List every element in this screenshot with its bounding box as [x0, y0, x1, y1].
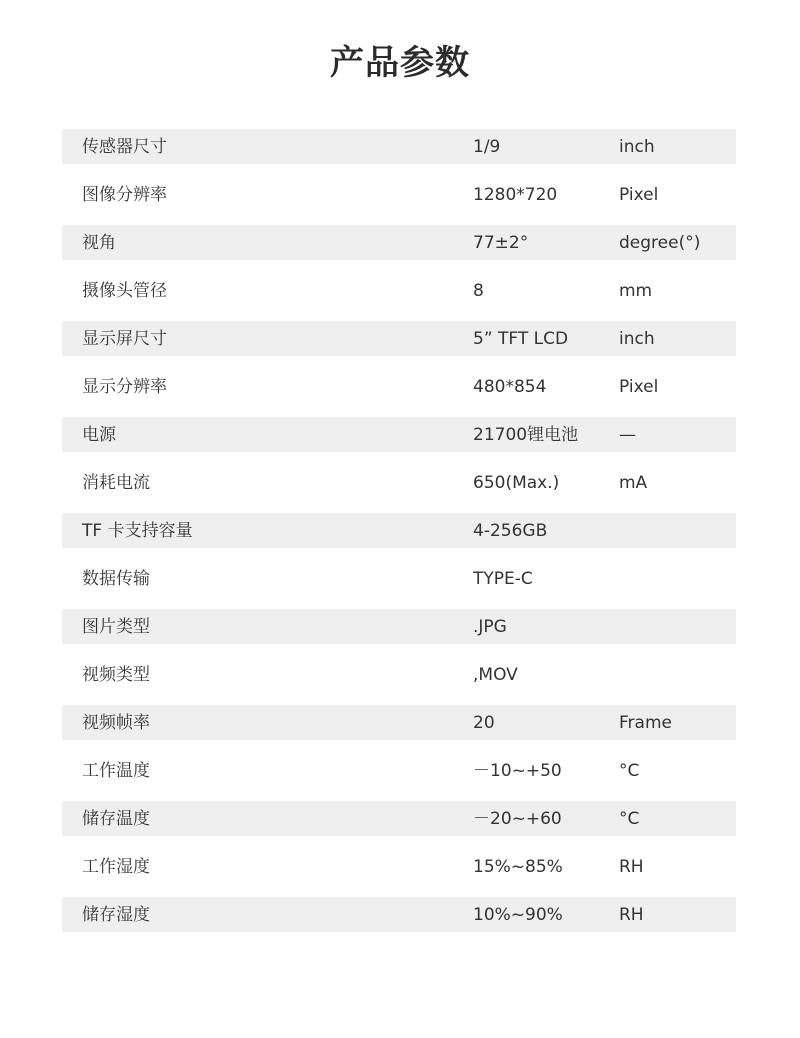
spec-table [62, 129, 736, 945]
spec-value: 650(Max.) [473, 473, 560, 493]
spec-value: －10~+50 [473, 761, 562, 781]
table-row [62, 369, 736, 417]
row-background [62, 609, 736, 644]
table-row [62, 849, 736, 897]
table-row [62, 465, 736, 513]
spec-name: 视角 [82, 233, 116, 253]
table-row [62, 513, 736, 561]
spec-name: 电源 [82, 425, 116, 445]
spec-unit: RH [619, 857, 644, 877]
spec-name: 传感器尺寸 [82, 137, 167, 157]
spec-name: 工作湿度 [82, 857, 150, 877]
spec-value: 10%~90% [473, 905, 563, 925]
table-row [62, 129, 736, 177]
spec-unit: RH [619, 905, 644, 925]
spec-value: 5” TFT LCD [473, 329, 569, 349]
spec-name: 摄像头管径 [82, 281, 167, 301]
spec-value: 4-256GB [473, 521, 548, 541]
spec-unit: °C [619, 761, 640, 781]
spec-value: TYPE-C [473, 569, 533, 589]
spec-value: .JPG [473, 617, 507, 637]
table-row [62, 225, 736, 273]
spec-unit: Pixel [619, 185, 659, 205]
spec-name: 视频类型 [82, 665, 150, 685]
spec-name: 图片类型 [82, 617, 150, 637]
spec-name: 储存湿度 [82, 905, 150, 925]
spec-name: 工作温度 [82, 761, 150, 781]
table-row [62, 801, 736, 849]
spec-name: TF 卡支持容量 [82, 521, 193, 541]
spec-unit: °C [619, 809, 640, 829]
spec-value: －20~+60 [473, 809, 562, 829]
spec-name: 视频帧率 [82, 713, 150, 733]
table-row [62, 897, 736, 945]
spec-value: 21700锂电池 [473, 425, 579, 445]
spec-unit: Frame [619, 713, 672, 733]
spec-unit: Pixel [619, 377, 659, 397]
spec-name: 显示屏尺寸 [82, 329, 167, 349]
table-row [62, 705, 736, 753]
row-background [62, 561, 736, 596]
spec-value: 20 [473, 713, 495, 733]
spec-unit: mm [619, 281, 653, 301]
table-row [62, 321, 736, 369]
spec-unit: mA [619, 473, 648, 493]
spec-name: 图像分辨率 [82, 185, 167, 205]
spec-value: 1280*720 [473, 185, 558, 205]
spec-value: 1/9 [473, 137, 501, 157]
spec-value: 15%~85% [473, 857, 563, 877]
table-row [62, 609, 736, 657]
table-row [62, 273, 736, 321]
spec-value: 77±2° [473, 233, 529, 253]
spec-name: 数据传输 [82, 569, 150, 589]
table-row [62, 753, 736, 801]
spec-name: 显示分辨率 [82, 377, 167, 397]
spec-value: 480*854 [473, 377, 547, 397]
spec-value: ,MOV [473, 665, 518, 685]
spec-unit: inch [619, 329, 655, 349]
spec-unit: — [619, 425, 636, 445]
spec-unit: inch [619, 137, 655, 157]
spec-name: 消耗电流 [82, 473, 150, 493]
table-row [62, 177, 736, 225]
spec-value: 8 [473, 281, 484, 301]
row-background [62, 657, 736, 692]
spec-name: 储存温度 [82, 809, 150, 829]
table-row [62, 417, 736, 465]
page-title: 产品参数 [330, 43, 470, 83]
table-row [62, 657, 736, 705]
table-row [62, 561, 736, 609]
spec-unit: degree(°) [619, 233, 701, 253]
